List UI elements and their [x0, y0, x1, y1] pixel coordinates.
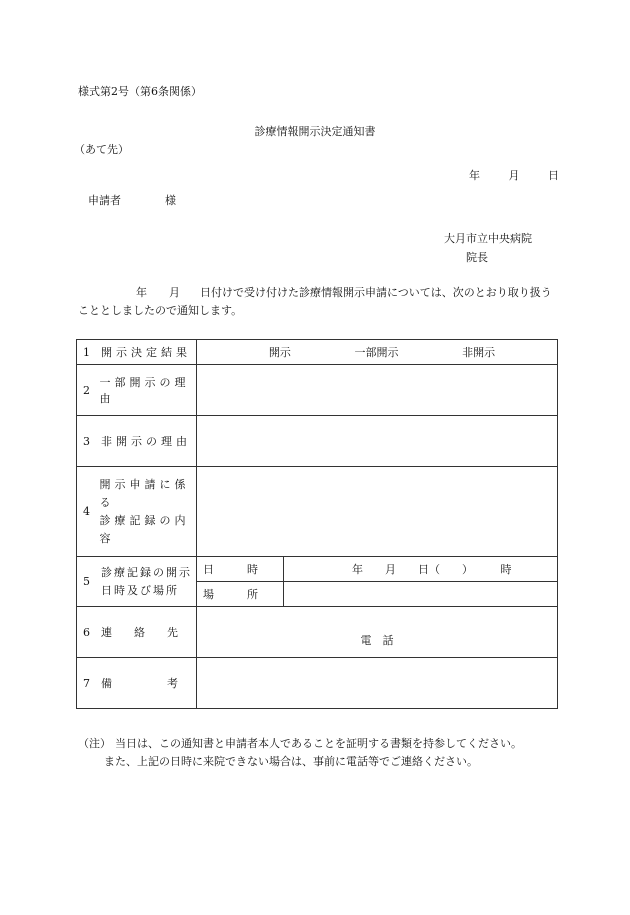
option-nondisclose: 非開示: [462, 346, 496, 359]
decision-table: [76, 339, 558, 709]
date-year: 年: [469, 169, 480, 182]
contact-label: 連 絡 先: [101, 626, 178, 639]
place-label-cell: [197, 582, 284, 607]
datetime-field[interactable]: [284, 557, 558, 582]
schedule-label-line2: 日時及び場所: [101, 583, 179, 597]
body-paragraph: [78, 284, 556, 320]
form-number: 様式第2号（第6条関係）: [78, 85, 202, 98]
addressee-label: （あて先）: [74, 143, 129, 156]
datetime-label-cell: [197, 557, 284, 582]
result-options-cell: [197, 340, 558, 365]
schedule-label-line1: 診療記録の開示: [101, 565, 192, 579]
table-row-nondisclose-reason: [77, 416, 558, 467]
nondisclose-reason-label-cell: [77, 416, 197, 467]
row-number: 2: [83, 383, 90, 397]
row-number: 3: [83, 434, 90, 448]
remarks-field[interactable]: [197, 658, 558, 709]
row-number: 5: [83, 575, 90, 588]
body-text: 日付けで受け付けた診療情報開示申請については、次のとおり取り扱うこととしましたので通知します。: [78, 286, 552, 317]
remarks-label: 備 考: [101, 677, 178, 690]
record-content-field[interactable]: [197, 467, 558, 557]
applicant-line: [88, 192, 176, 208]
record-content-label-cell: [77, 467, 197, 557]
place-field[interactable]: [284, 582, 558, 607]
issuer-organization: 大月市立中央病院: [444, 232, 532, 245]
partial-reason-field[interactable]: [197, 365, 558, 416]
row-number: 6: [83, 625, 90, 639]
table-row-contact: [77, 607, 558, 658]
datetime-label: 日 時: [203, 563, 258, 576]
row-number: 1: [83, 345, 90, 359]
applicant-label: 申請者: [88, 194, 121, 207]
nondisclose-reason-label: 非開示の理由: [101, 435, 191, 448]
notes-line-2: また、上記の日時に来院できない場合は、事前に電話等でご連絡ください。: [104, 755, 478, 768]
result-label: 開示決定結果: [101, 346, 191, 359]
document-title: 診療情報開示決定通知書: [254, 125, 376, 138]
table-row-record-content: [77, 467, 558, 557]
record-content-label-line2: 診療記録の内容: [99, 513, 190, 545]
result-label-cell: [77, 340, 197, 365]
applicant-honorific: 様: [165, 194, 176, 207]
option-partial-disclose: 一部開示: [354, 346, 399, 359]
place-label: 場 所: [203, 588, 258, 601]
issue-date: [469, 167, 559, 183]
body-year: 年: [136, 286, 147, 299]
issuer-title: 院長: [466, 251, 488, 264]
row-number: 4: [83, 505, 90, 518]
datetime-value: 年 月 日（ ） 時: [352, 563, 512, 576]
option-disclose: 開示: [268, 346, 291, 359]
record-content-label-line1: 開示申請に係る: [99, 477, 190, 509]
table-row-partial-reason: [77, 365, 558, 416]
notes-prefix: （注）: [78, 737, 111, 750]
contact-field[interactable]: [197, 607, 558, 658]
partial-reason-label: 一部開示の理由: [99, 376, 190, 405]
remarks-label-cell: [77, 658, 197, 709]
table-row-datetime: [77, 557, 558, 582]
phone-label: 電 話: [360, 634, 394, 647]
date-month: 月: [508, 169, 520, 182]
body-month: 月: [169, 286, 180, 299]
nondisclose-reason-field[interactable]: [197, 416, 558, 467]
table-row-remarks: [77, 658, 558, 709]
partial-reason-label-cell: [77, 365, 197, 416]
date-day: 日: [548, 169, 559, 182]
disclosure-schedule-label-cell: [77, 557, 197, 607]
notes-line-1: 当日は、この通知書と申請者本人であることを証明する書類を持参してください。: [115, 737, 522, 750]
table-row-result: [77, 340, 558, 365]
row-number: 7: [83, 676, 90, 690]
contact-label-cell: [77, 607, 197, 658]
